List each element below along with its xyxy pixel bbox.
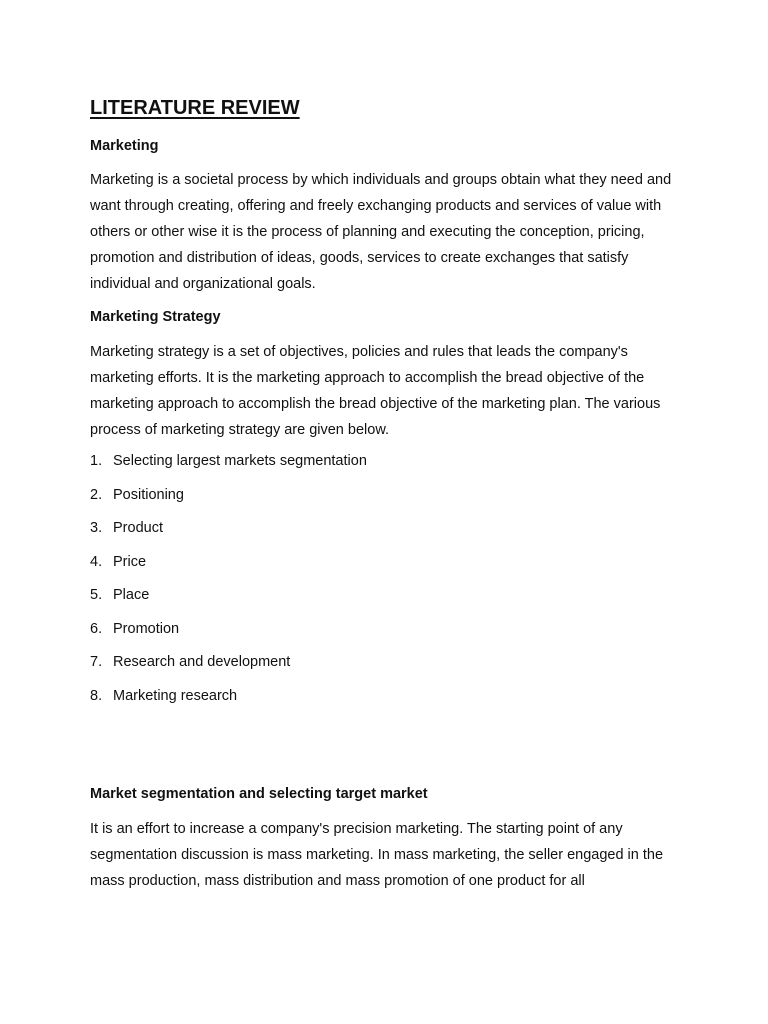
document-title: LITERATURE REVIEW [90, 97, 300, 119]
list-item-number: 8. [90, 687, 103, 704]
list-item [90, 652, 680, 672]
list-item-text: Selecting largest markets segmentation [113, 453, 367, 469]
section-heading-marketing: Marketing [90, 138, 159, 154]
list-item-text: Price [113, 553, 147, 570]
list-item-number: 2. [90, 486, 103, 503]
list-item-number: 7. [90, 654, 103, 670]
list-item [90, 451, 680, 471]
list-item [90, 585, 680, 605]
document-body [90, 94, 680, 894]
list-item-text: Research and development [113, 654, 291, 670]
list-item [90, 686, 680, 706]
list-item-number: 3. [90, 520, 103, 536]
list-item [90, 485, 680, 505]
list-item-text: Marketing research [113, 687, 238, 704]
list-item [90, 619, 680, 639]
section-heading-market-segmentation: Market segmentation and selecting target market [90, 785, 428, 802]
list-item-text: Promotion [113, 620, 180, 637]
list-item-text: Place [113, 587, 150, 603]
list-item-text: Positioning [113, 486, 184, 503]
list-item-number: 5. [90, 587, 103, 603]
list-item-number: 1. [90, 453, 103, 469]
section-paragraph-market-segmentation: It is an effort to increase a company's precision marketing. The starting point of any segmentation discussion is mass marketing. In mass marketing, the seller engaged in the mass production, mass distribution and mass promotion of one product for all [90, 820, 664, 889]
list-item-number: 4. [90, 553, 103, 570]
list-item [90, 518, 680, 538]
section-paragraph-marketing: Marketing is a societal process by which individuals and groups obtain what they need and want through creating, offering and freely exchanging products and services of value with others or other wise it is the process of planning and executing the conception, pricing, promotion and distribution of ideas, goods, services to create exchanges that satisfy individual and organizational goals. [90, 172, 672, 292]
section-heading-marketing-strategy: Marketing Strategy [90, 309, 221, 325]
list-item-text: Product [113, 520, 163, 536]
section-paragraph-marketing-strategy: Marketing strategy is a set of objectives, policies and rules that leads the company's marketing efforts. It is the marketing approach to accomplish the bread objective of the marketing approach to accomplish the bread objective of the marketing plan. The various process of marketing strategy are given below. [90, 344, 661, 438]
list-item-number: 6. [90, 620, 103, 637]
strategy-steps-list [90, 451, 680, 706]
list-item [90, 552, 680, 572]
